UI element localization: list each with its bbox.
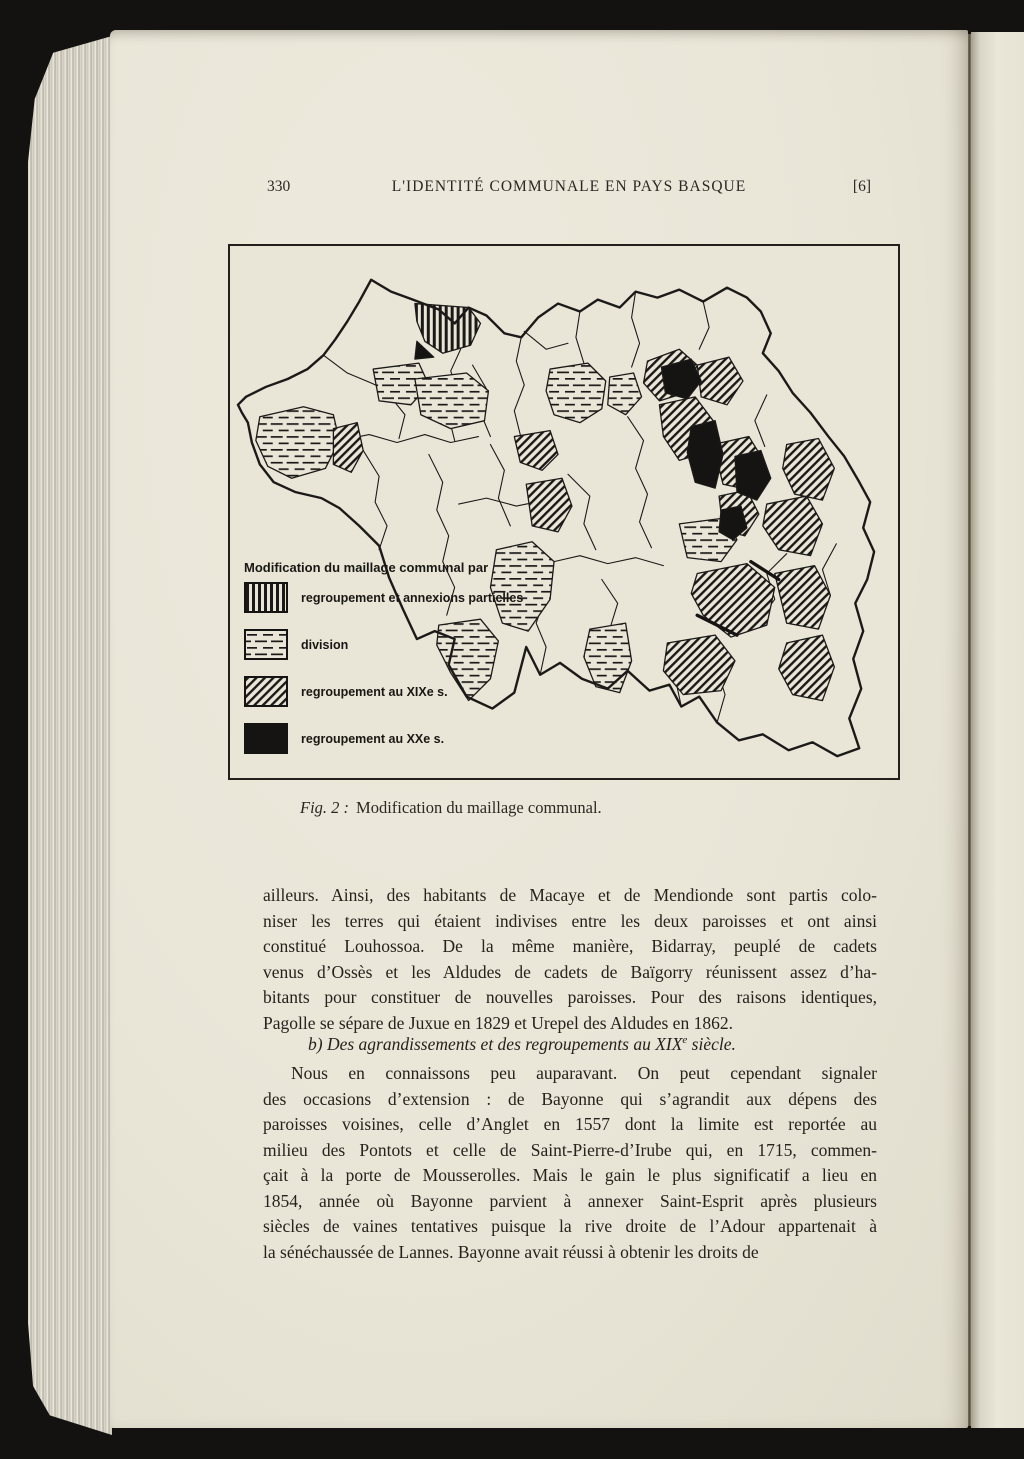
page-number: 330 [267,178,291,195]
section-ref: [6] [852,178,871,195]
vertical-stripes-swatch-icon [244,582,288,613]
running-title: L'IDENTITÉ COMMUNALE EN PAYS BASQUE [391,178,747,195]
caption-label: Fig. 2 : [300,798,350,817]
paragraph-2 [263,1061,877,1265]
body-text-line: paroisses voisines, celle d’Anglet en 1557 dont la limite est reportée au [263,1114,877,1134]
body-text-line: ailleurs. Ainsi, des habitants de Macaye et de Mendionde sont partis colo- [263,885,877,905]
solid-black-swatch-icon [244,723,288,754]
legend-title: Modification du maillage communal par [244,560,489,575]
section-heading-text: b) Des agrandissements et des regroupements au XIX [308,1034,683,1054]
legend-item-label: division [301,637,349,652]
body-text-line: çait à la porte de Mousserolles. Mais le gain le plus significatif a lieu en [263,1165,877,1185]
section-heading [263,1034,877,1055]
legend-item-label: regroupement au XIXe s. [301,684,448,699]
legend-item-label: regroupement au XXe s. [301,731,445,746]
body-text-line: la sénéchaussée de Lannes. Bayonne avait réussi à obtenir les droits de [263,1241,759,1262]
map-legend [244,560,574,770]
legend-item [244,676,574,707]
facing-page-edge [971,32,1024,1428]
legend-item [244,582,574,613]
legend-item [244,723,574,754]
body-text-line: constitué Louhossoa. De la même manière, Bidarray, peuplé de cadets [263,936,877,956]
page-edge-stack [28,36,112,1435]
book-page [110,30,968,1428]
section-heading-superscript: e [682,1034,688,1047]
body-text-line: bitants pour constituer de nouvelles paroisses. Pour des raisons identiques, [263,987,877,1007]
body-text-line: niser les terres qui étaient indivises entre les deux paroisses et ont ainsi [263,910,877,931]
body-text-line: siècles de vaines tentatives puisque la rive droite de l’Adour appartenait à [263,1216,877,1236]
figure-caption [300,798,602,818]
caption-text: Modification du maillage communal. [356,798,602,817]
body-text-line: Pagolle se sépare de Juxue en 1829 et Urepel des Aldudes en 1862. [263,1012,733,1033]
body-text-line: venus d’Ossès et les Aldudes de cadets de Baïgorry réunissent assez d’ha- [263,961,877,982]
figure-frame [228,244,900,780]
paragraph-1 [263,883,877,1036]
legend-item [244,629,574,660]
horizontal-dashes-swatch-icon [244,629,288,660]
page-header [263,178,877,196]
body-text-line: milieu des Pontots et celle de Saint-Pierre-d’Irube qui, en 1715, commen- [263,1139,877,1160]
body-text-line: 1854, année où Bayonne parvient à annexer Saint-Esprit après plusieurs [263,1190,877,1211]
body-text-line: Nous en connaissons peu auparavant. On peut cependant signaler [291,1063,877,1083]
section-heading-text-end: siècle. [687,1034,736,1054]
body-text-line: des occasions d’extension : de Bayonne qui s’agrandit aux dépens des [263,1088,877,1109]
diagonal-hatch-swatch-icon [244,676,288,707]
legend-item-label: regroupement et annexions partielles [301,590,524,605]
